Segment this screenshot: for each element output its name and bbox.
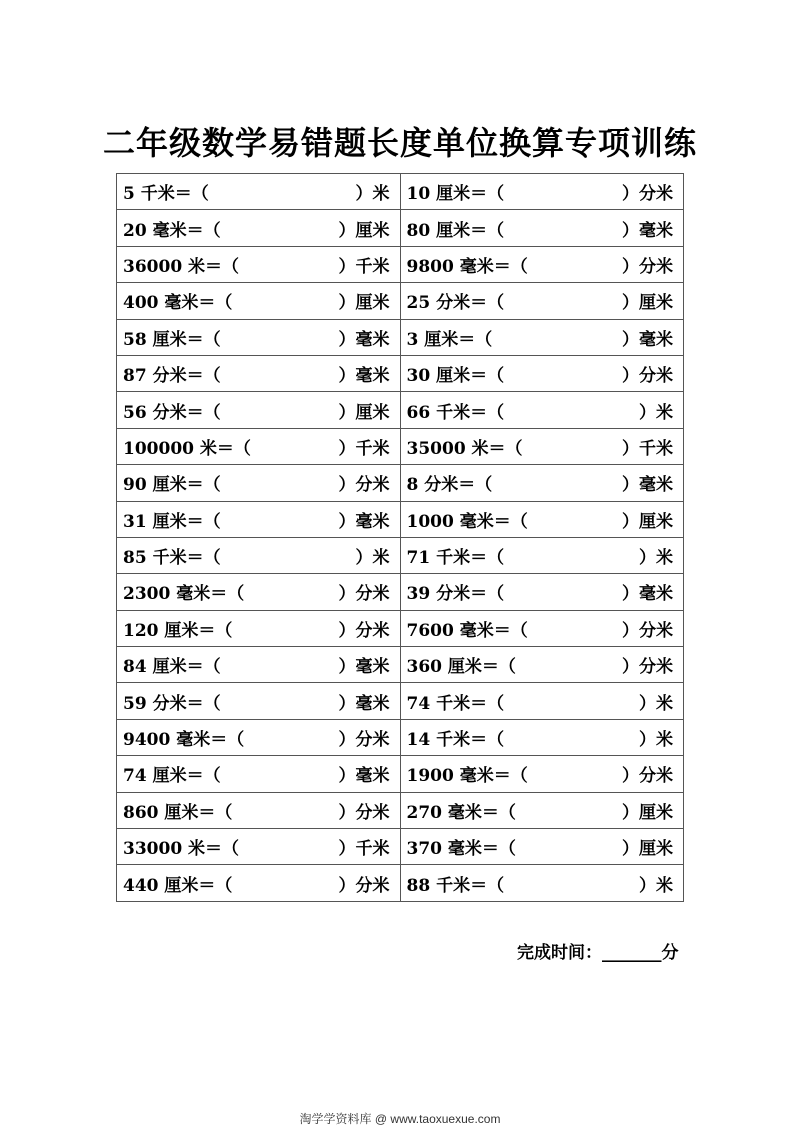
question-prompt: 36000 米＝（ xyxy=(123,256,240,277)
watermark: 淘学学资料库 @ www.taoxuexue.com xyxy=(299,1112,501,1126)
question-prompt: 2300 毫米＝（ xyxy=(123,584,245,605)
question-cell xyxy=(117,319,401,355)
table-row xyxy=(117,355,684,391)
question-cell xyxy=(117,465,401,501)
question-prompt: 84 厘米＝（ xyxy=(123,657,221,678)
exercise-table xyxy=(116,173,684,902)
question-cell xyxy=(117,501,401,537)
question-prompt: 90 厘米＝（ xyxy=(123,475,221,496)
question xyxy=(407,725,684,750)
question-unit: ）毫米 xyxy=(338,657,390,678)
completion-time-label: 完成时间：_______分 xyxy=(517,943,679,963)
question-prompt: 74 千米＝（ xyxy=(406,693,505,714)
question xyxy=(123,652,400,677)
table-row xyxy=(117,683,684,719)
question-prompt: 7600 毫米＝（ xyxy=(406,620,528,641)
question-cell xyxy=(400,865,684,901)
question-unit: ）米 xyxy=(639,548,673,569)
question xyxy=(407,361,684,386)
question-prompt: 1900 毫米＝（ xyxy=(406,766,528,787)
question-unit: ）分米 xyxy=(338,802,390,823)
question-cell xyxy=(400,283,684,319)
table-row xyxy=(117,283,684,319)
question-cell xyxy=(117,537,401,573)
question-unit: ）米 xyxy=(639,875,673,896)
question-unit: ）毫米 xyxy=(338,366,390,387)
question xyxy=(123,798,400,823)
question-prompt: 33000 米＝（ xyxy=(123,839,240,860)
question-unit: ）分米 xyxy=(622,766,673,787)
question-prompt: 25 分米＝（ xyxy=(406,293,505,314)
question-cell xyxy=(117,792,401,828)
question-unit: ）毫米 xyxy=(622,329,673,350)
question-cell xyxy=(117,647,401,683)
table-row xyxy=(117,319,684,355)
table-row xyxy=(117,246,684,282)
question-unit: ）厘米 xyxy=(338,402,390,423)
question-unit: ）厘米 xyxy=(622,839,673,860)
question xyxy=(407,398,684,423)
question xyxy=(407,579,684,604)
question xyxy=(407,216,684,241)
question-prompt: 30 厘米＝（ xyxy=(406,366,505,387)
question-unit: ）千米 xyxy=(338,256,390,277)
question-unit: ）分米 xyxy=(622,620,673,641)
question xyxy=(407,434,684,459)
question-cell xyxy=(117,246,401,282)
question-cell xyxy=(400,683,684,719)
question-prompt: 85 千米＝（ xyxy=(123,548,221,569)
question-cell xyxy=(400,428,684,464)
question-prompt: 20 毫米＝（ xyxy=(123,220,221,241)
table-row xyxy=(117,174,684,210)
question-unit: ）分米 xyxy=(622,657,673,678)
question-prompt: 8 分米＝（ xyxy=(406,475,493,496)
question-cell xyxy=(117,865,401,901)
question xyxy=(123,834,400,859)
question-prompt: 87 分米＝（ xyxy=(123,366,221,387)
question-unit: ）分米 xyxy=(338,475,390,496)
question-prompt: 400 毫米＝（ xyxy=(123,293,233,314)
question-unit: ）毫米 xyxy=(338,511,390,532)
question-cell xyxy=(400,465,684,501)
question-cell xyxy=(400,210,684,246)
question-cell xyxy=(400,501,684,537)
question-prompt: 88 千米＝（ xyxy=(406,875,505,896)
question-cell xyxy=(400,246,684,282)
question xyxy=(407,252,684,277)
question xyxy=(123,761,400,786)
question xyxy=(123,543,400,568)
question xyxy=(123,579,400,604)
question-cell xyxy=(117,719,401,755)
table-row xyxy=(117,428,684,464)
question-unit: ）分米 xyxy=(622,366,673,387)
table-row xyxy=(117,537,684,573)
question-unit: ）米 xyxy=(639,693,673,714)
question xyxy=(407,288,684,313)
question xyxy=(123,871,400,896)
question-unit: ）千米 xyxy=(338,438,390,459)
question-prompt: 270 毫米＝（ xyxy=(406,802,516,823)
question-prompt: 14 千米＝（ xyxy=(406,730,505,751)
question xyxy=(123,434,400,459)
question-cell xyxy=(400,537,684,573)
question-prompt: 35000 米＝（ xyxy=(406,438,523,459)
question xyxy=(123,725,400,750)
question-cell xyxy=(117,392,401,428)
question-cell xyxy=(400,610,684,646)
question-prompt: 66 千米＝（ xyxy=(406,402,505,423)
question-prompt: 59 分米＝（ xyxy=(123,693,221,714)
question-unit: ）米 xyxy=(639,402,673,423)
question xyxy=(407,761,684,786)
question-unit: ）毫米 xyxy=(622,475,673,496)
table-row xyxy=(117,792,684,828)
question-unit: ）分米 xyxy=(338,584,390,605)
question-unit: ）分米 xyxy=(338,620,390,641)
question-cell xyxy=(400,355,684,391)
question xyxy=(407,616,684,641)
table-row xyxy=(117,465,684,501)
question-prompt: 5 千米＝（ xyxy=(123,184,209,205)
table-row xyxy=(117,574,684,610)
page-title: 二年级数学易错题长度单位换算专项训练 xyxy=(102,124,697,162)
question-prompt: 9400 毫米＝（ xyxy=(123,730,245,751)
question-cell xyxy=(117,428,401,464)
question-prompt: 3 厘米＝（ xyxy=(406,329,493,350)
question xyxy=(123,361,400,386)
question xyxy=(123,470,400,495)
question-cell xyxy=(400,792,684,828)
question-unit: ）毫米 xyxy=(338,693,390,714)
question xyxy=(123,507,400,532)
question-unit: ）米 xyxy=(355,184,390,205)
question-cell xyxy=(400,174,684,210)
question xyxy=(123,398,400,423)
question-unit: ）厘米 xyxy=(622,293,673,314)
table-row xyxy=(117,719,684,755)
question-prompt: 860 厘米＝（ xyxy=(123,802,233,823)
question-unit: ）千米 xyxy=(338,839,390,860)
question-prompt: 58 厘米＝（ xyxy=(123,329,221,350)
question-prompt: 74 厘米＝（ xyxy=(123,766,221,787)
question-cell xyxy=(400,647,684,683)
question-cell xyxy=(117,829,401,865)
question-unit: ）厘米 xyxy=(622,511,673,532)
table-row xyxy=(117,865,684,901)
question xyxy=(407,689,684,714)
question-cell xyxy=(400,719,684,755)
table-row xyxy=(117,756,684,792)
question-cell xyxy=(400,392,684,428)
question xyxy=(123,616,400,641)
question xyxy=(407,543,684,568)
question-unit: ）厘米 xyxy=(622,802,673,823)
question-cell xyxy=(117,210,401,246)
question-unit: ）毫米 xyxy=(338,766,390,787)
question-unit: ）毫米 xyxy=(338,329,390,350)
question-prompt: 1000 毫米＝（ xyxy=(406,511,528,532)
question-prompt: 360 厘米＝（ xyxy=(406,657,516,678)
table-row xyxy=(117,610,684,646)
question xyxy=(407,834,684,859)
question-unit: ）分米 xyxy=(622,256,673,277)
question-unit: ）厘米 xyxy=(338,293,390,314)
question-prompt: 370 毫米＝（ xyxy=(406,839,516,860)
question-prompt: 39 分米＝（ xyxy=(406,584,505,605)
question-unit: ）毫米 xyxy=(622,220,673,241)
question-prompt: 100000 米＝（ xyxy=(123,438,251,459)
question-prompt: 56 分米＝（ xyxy=(123,402,221,423)
question-cell xyxy=(117,610,401,646)
question-prompt: 31 厘米＝（ xyxy=(123,511,221,532)
question-cell xyxy=(117,756,401,792)
question-unit: ）分米 xyxy=(338,875,390,896)
question xyxy=(123,689,400,714)
question xyxy=(407,507,684,532)
question-prompt: 440 厘米＝（ xyxy=(123,875,233,896)
table-row xyxy=(117,210,684,246)
question-unit: ）厘米 xyxy=(338,220,390,241)
question-cell xyxy=(400,319,684,355)
question-prompt: 80 厘米＝（ xyxy=(406,220,505,241)
question xyxy=(123,325,400,350)
question-unit: ）米 xyxy=(639,730,673,751)
question-cell xyxy=(400,574,684,610)
question xyxy=(407,652,684,677)
table-row xyxy=(117,501,684,537)
question-prompt: 10 厘米＝（ xyxy=(406,184,505,205)
question-unit: ）米 xyxy=(355,548,390,569)
question xyxy=(123,179,400,204)
question xyxy=(407,798,684,823)
question-prompt: 9800 毫米＝（ xyxy=(406,256,528,277)
question-unit: ）分米 xyxy=(338,730,390,751)
question-cell xyxy=(400,756,684,792)
question-cell xyxy=(117,174,401,210)
question xyxy=(123,252,400,277)
question-cell xyxy=(400,829,684,865)
question xyxy=(407,871,684,896)
table-row xyxy=(117,392,684,428)
question-unit: ）分米 xyxy=(622,184,673,205)
question-prompt: 71 千米＝（ xyxy=(406,548,505,569)
question-prompt: 120 厘米＝（ xyxy=(123,620,233,641)
question xyxy=(123,288,400,313)
question-cell xyxy=(117,283,401,319)
question-cell xyxy=(117,574,401,610)
table-row xyxy=(117,829,684,865)
question xyxy=(407,325,684,350)
question-cell xyxy=(117,683,401,719)
table-row xyxy=(117,647,684,683)
question xyxy=(123,216,400,241)
exercise-table-body xyxy=(117,174,684,902)
question-cell xyxy=(117,355,401,391)
question-unit: ）毫米 xyxy=(622,584,673,605)
question xyxy=(407,470,684,495)
question-unit: ）千米 xyxy=(622,438,673,459)
question xyxy=(407,179,684,204)
